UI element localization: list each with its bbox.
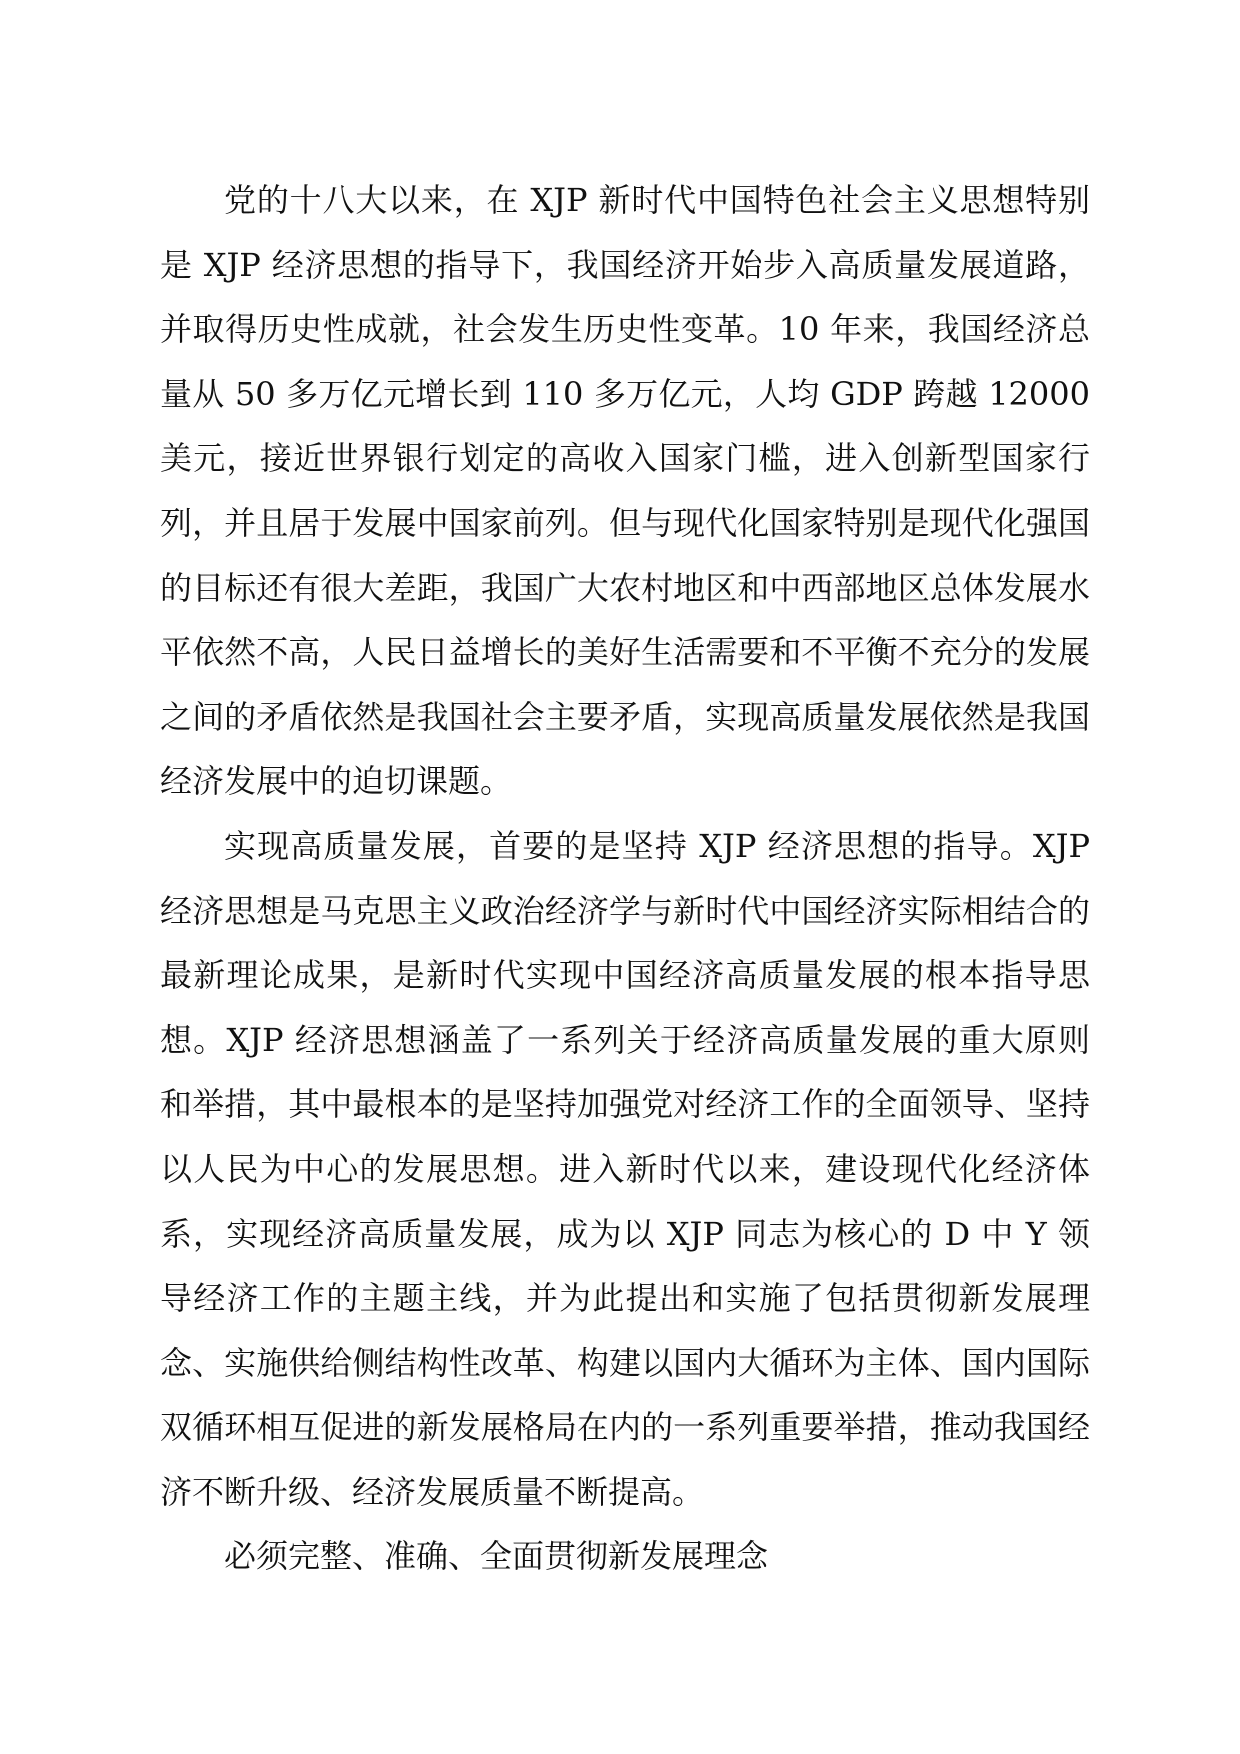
paragraph-heading: 必须完整、准确、全面贯彻新发展理念	[224, 1537, 769, 1576]
paragraph-1: 党的十八大以来，在 XJP 新时代中国特色社会主义思想特别是 XJP 经济思想的指导下，我国经济开始步入高质量发展道路，并取得历史性成就，社会发生历史性变革。10 年来，我国经济总量从 50 多万亿元增长到 110 多万亿元，人均 GDP 跨越 12000 美元，接近世界银行划定的高收入国家门槛，进入创新型国家行列，并且居于发展中国家前列。但与现代化国家特别是现代化强国的目标还有很大差距，我国广大农村地区和中西部地区总体发展水平依然不高，人民日益增长的美好生活需要和不平衡不充分的发展之间的矛盾依然是我国社会主要矛盾，实现高质量发展依然是我国经济发展中的迫切课题。	[160, 181, 1090, 801]
document-body	[160, 168, 1090, 1589]
paragraph-2: 实现高质量发展，首要的是坚持 XJP 经济思想的指导。XJP 经济思想是马克思主义政治经济学与新时代中国经济实际相结合的最新理论成果，是新时代实现中国经济高质量发展的根本指导思想。XJP 经济思想涵盖了一系列关于经济高质量发展的重大原则和举措，其中最根本的是坚持加强党对经济工作的全面领导、坚持以人民为中心的发展思想。进入新时代以来，建设现代化经济体系，实现经济高质量发展，成为以 XJP 同志为核心的 D 中 Y 领导经济工作的主题主线，并为此提出和实施了包括贯彻新发展理念、实施供给侧结构性改革、构建以国内大循环为主体、国内国际双循环相互促进的新发展格局在内的一系列重要举措，推动我国经济不断升级、经济发展质量不断提高。	[160, 826, 1090, 1511]
